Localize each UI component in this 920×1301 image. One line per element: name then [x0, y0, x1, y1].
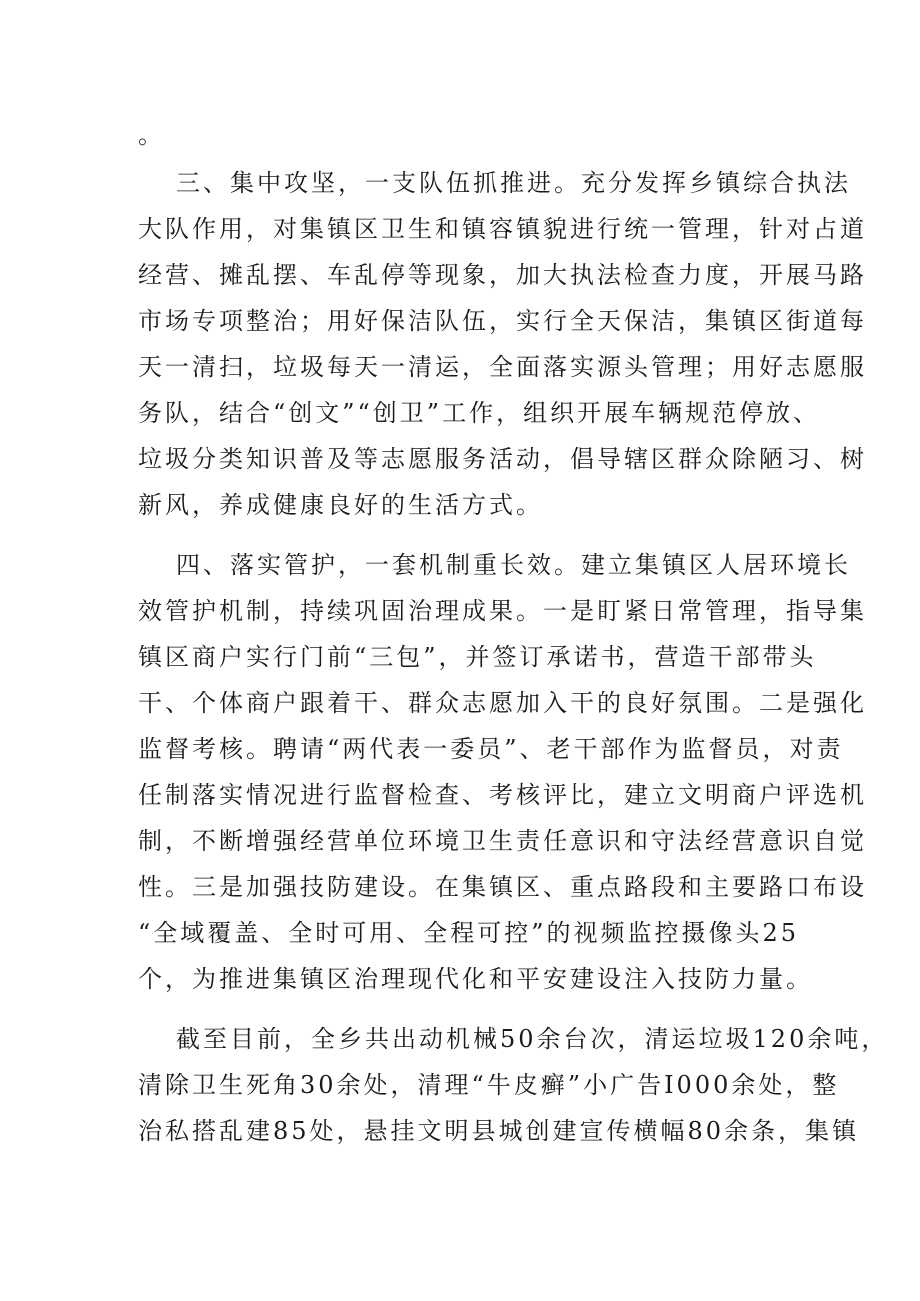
text-line: 大队作用，对集镇区卫生和镇容镇貌进行统一管理，针对占道: [138, 215, 867, 243]
text-line: 干、个体商户跟着干、群众志愿加入干的良好氛围。二是强化: [138, 689, 867, 717]
text-line: “全域覆盖、全时可用、全程可控”的视频监控摄像头25: [138, 919, 800, 947]
text-line: 监督考核。聘请“两代表一委员”、老干部作为监督员，对责: [138, 735, 844, 763]
text-line: 四、落实管护，一套机制重长效。建立集镇区人居环境长: [176, 551, 851, 579]
text-line: 效管护机制，持续巩固治理成果。一是盯紧日常管理，指导集: [138, 597, 867, 625]
text-line: 新风，养成健康良好的生活方式。: [138, 491, 543, 519]
text-line: 治私搭乱建85处，悬挂文明县城创建宣传横幅80余条，集镇: [138, 1117, 860, 1145]
text-line: 经营、摊乱摆、车乱停等现象，加大执法检查力度，开展马路: [138, 261, 867, 289]
text-line: 清除卫生死角30余处，清理“牛皮癣”小广告I000余处，整: [138, 1071, 840, 1099]
text-line: 三、集中攻坚，一支队伍抓推进。充分发挥乡镇综合执法: [176, 169, 851, 197]
text-line: 镇区商户实行门前“三包”，并签订承诺书，营造干部带头: [138, 643, 817, 671]
text-line: 垃圾分类知识普及等志愿服务活动，倡导辖区群众除陋习、树: [138, 445, 867, 473]
text-line: 制，不断增强经营单位环境卫生责任意识和守法经营意识自觉: [138, 827, 867, 855]
text-line: 务队，结合“创文”“创卫”工作，组织开展车辆规范停放、: [138, 399, 821, 427]
text-line: 截至目前，全乡共出动机械50余台次，清运垃圾120余吨，: [176, 1025, 889, 1053]
text-line: 性。三是加强技防建设。在集镇区、重点路段和主要路口布设: [138, 873, 867, 901]
text-line: 天一清扫，垃圾每天一清运，全面落实源头管理；用好志愿服: [138, 353, 867, 381]
text-line: 市场专项整治；用好保洁队伍，实行全天保洁，集镇区街道每: [138, 307, 867, 335]
text-line: 个，为推进集镇区治理现代化和平安建设注入技防力量。: [138, 965, 813, 993]
text-line: 。: [138, 121, 165, 149]
text-line: 任制落实情况进行监督检查、考核评比，建立文明商户评选机: [138, 781, 867, 809]
